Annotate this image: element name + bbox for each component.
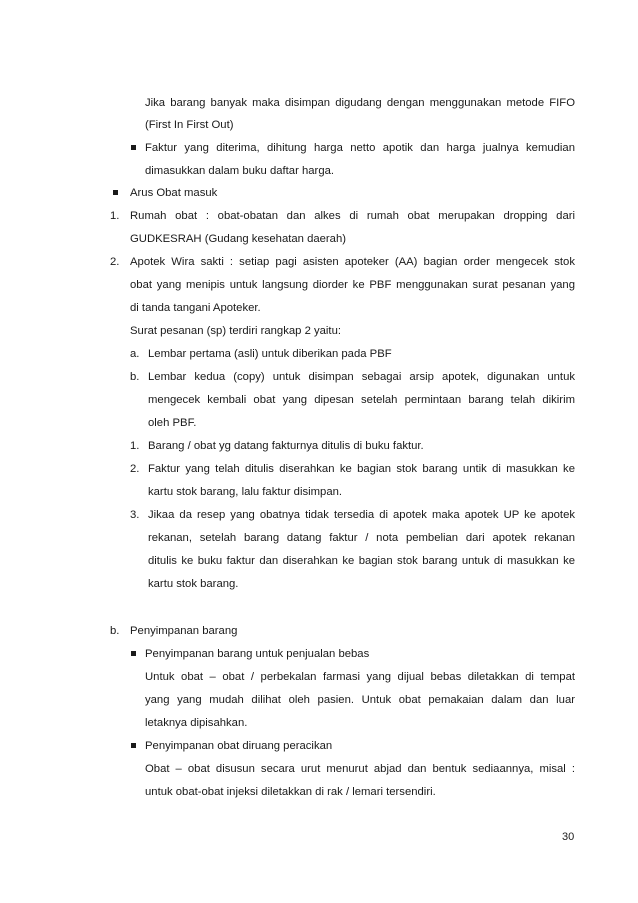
section-heading: Penyimpanan barang [130, 625, 238, 637]
step-text-line: Faktur yang telah ditulis diserahkan ke bagian stok barang untik di masukkan ke [148, 463, 575, 475]
surat-pesanan-line: Surat pesanan (sp) terdiri rangkap 2 yaitu: [130, 325, 341, 337]
step-text-line: kartu stok barang. [148, 578, 239, 590]
step-number: 2. [130, 463, 140, 475]
fifo-text-line: Jika barang banyak maka disimpan digudang dengan menggunakan metode FIFO [145, 97, 575, 109]
step-text-line: rekanan, setelah barang datang faktur / nota pembelian dari apotek rekanan [148, 532, 575, 544]
apotek-wira-line: obat yang menipis untuk langsung diorder ke PBF menggunakan surat pesanan yang [130, 279, 575, 291]
step-text-line: ditulis ke buku faktur dan diserahkan ke bagian stok barang untuk di masukkan ke [148, 555, 575, 567]
fifo-text-line: (First In First Out) [145, 119, 234, 131]
list-number: 1. [110, 210, 120, 222]
bullet-square-icon [131, 145, 136, 150]
step-text-line: kartu stok barang, lalu faktur disimpan. [148, 486, 343, 498]
peracikan-line: Obat – obat disusun secara urut menurut abjad dan bentuk sediaannya, misal : [145, 763, 575, 775]
step-text-line: Barang / obat yg datang fakturnya ditulis di buku faktur. [148, 440, 424, 452]
step-number: 3. [130, 509, 140, 521]
faktur-text-line: Faktur yang diterima, dihitung harga netto apotik dan harga jualnya kemudian [145, 142, 575, 154]
penjualan-bebas-line: yang yang mudah dilihat oleh pasien. Untuk obat pemakaian dalam dan luar [145, 694, 575, 706]
lembar-kedua-line: oleh PBF. [148, 417, 197, 429]
bullet-square-icon [131, 743, 136, 748]
arus-obat-heading: Arus Obat masuk [130, 187, 218, 199]
apotek-wira-line: di tanda tangani Apoteker. [130, 302, 261, 314]
page-number: 30 [562, 831, 575, 843]
bullet-square-icon [113, 190, 118, 195]
subsection-heading: Penyimpanan obat diruang peracikan [145, 740, 333, 752]
lembar-pertama-line: Lembar pertama (asli) untuk diberikan pada PBF [148, 348, 392, 360]
list-letter: a. [130, 348, 140, 360]
lembar-kedua-line: mengecek kembali obat yang dipesan setelah permintaan barang telah dikirim [148, 394, 575, 406]
apotek-wira-line: Apotek Wira sakti : setiap pagi asisten apoteker (AA) bagian order mengecek stok [130, 256, 575, 268]
step-text-line: Jikaa da resep yang obatnya tidak tersedia di apotek maka apotek UP ke apotek [148, 509, 575, 521]
penjualan-bebas-line: letaknya dipisahkan. [145, 717, 248, 729]
section-letter: b. [110, 625, 120, 637]
subsection-heading: Penyimpanan barang untuk penjualan bebas [145, 648, 370, 660]
bullet-square-icon [131, 651, 136, 656]
penjualan-bebas-line: Untuk obat – obat / perbekalan farmasi yang dijual bebas diletakkan di tempat [145, 671, 575, 683]
lembar-kedua-line: Lembar kedua (copy) untuk disimpan sebagai arsip apotek, digunakan untuk [148, 371, 575, 383]
list-number: 2. [110, 256, 120, 268]
list-letter: b. [130, 371, 140, 383]
rumah-obat-line: GUDKESRAH (Gudang kesehatan daerah) [130, 233, 347, 245]
faktur-text-line: dimasukkan dalam buku daftar harga. [145, 165, 335, 177]
step-number: 1. [130, 440, 140, 452]
rumah-obat-line: Rumah obat : obat-obatan dan alkes di rumah obat merupakan dropping dari [130, 210, 575, 222]
peracikan-line: untuk obat-obat injeksi diletakkan di rak / lemari tersendiri. [145, 786, 436, 798]
